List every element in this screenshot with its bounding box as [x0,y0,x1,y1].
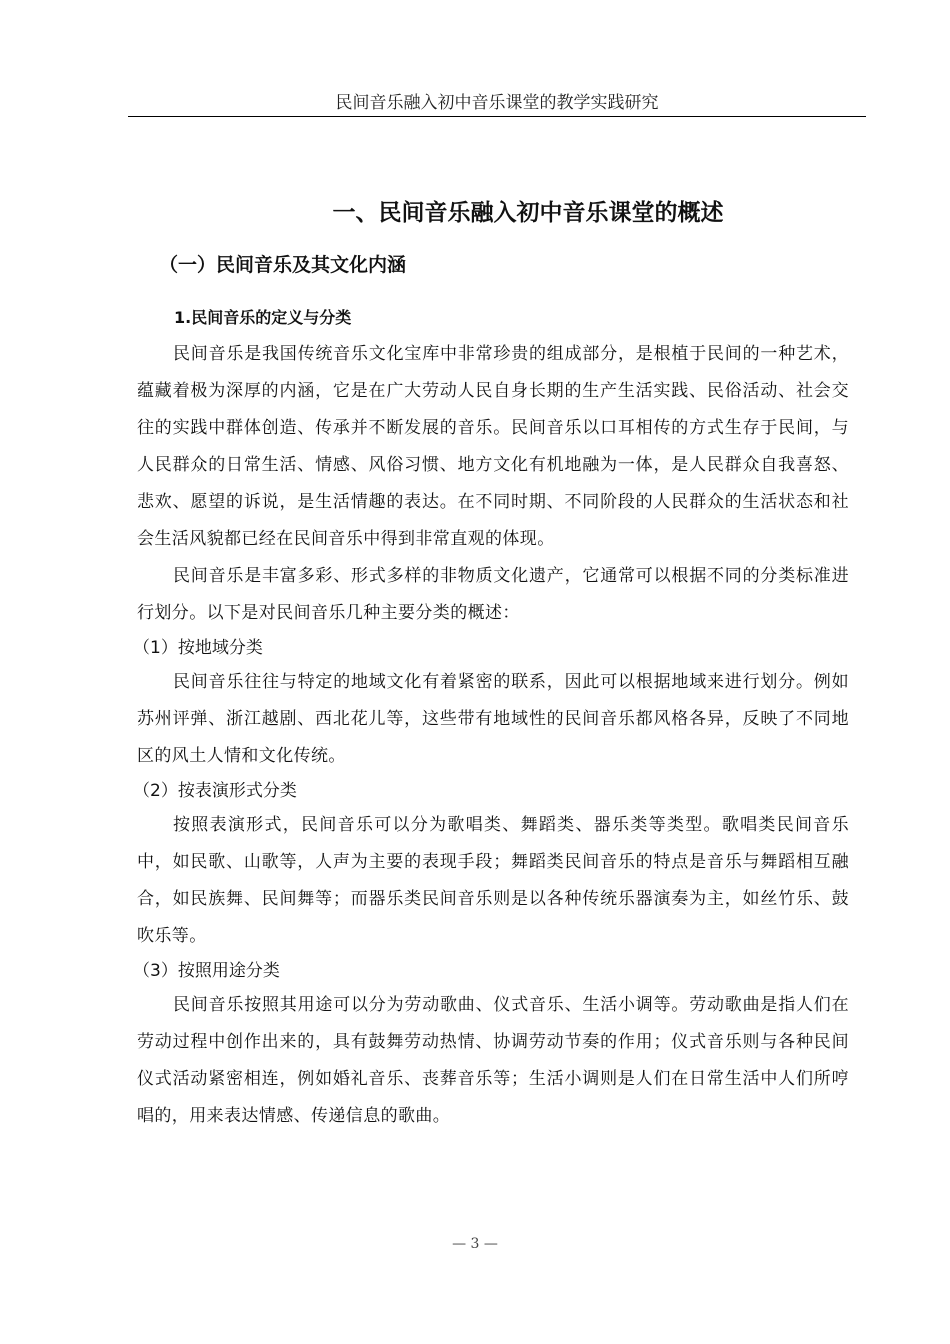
paragraph-classification-intro: 民间音乐是丰富多彩、形式多样的非物质文化遗产，它通常可以根据不同的分类标准进行划分。以下是对民间音乐几种主要分类的概述： [137,566,849,623]
page-number: — 3 — [452,1236,498,1252]
paragraph-definition: 民间音乐是我国传统音乐文化宝库中非常珍贵的组成部分，是根植于民间的一种艺术，蕴藏着极为深厚的内涵，它是在广大劳动人民自身长期的生产生活实践、民俗活动、社会交往的实践中群体创造、传承并不断发展的音乐。民间音乐以口耳相传的方式生存于民间，与人民群众的日常生活、情感、风俗习惯、地方文化有机地融为一体，是人民群众自我喜怒、悲欢、愿望的诉说，是生活情趣的表达。在不同时期、不同阶段的人民群众的生活状态和社会生活风貌都已经在民间音乐中得到非常直观的体现。 [137,344,849,549]
category-heading-usage: （3）按照用途分类 [133,961,280,981]
paragraph-performance: 按照表演形式，民间音乐可以分为歌唱类、舞蹈类、器乐类等类型。歌唱类民间音乐中，如民歌、山歌等，人声为主要的表现手段；舞蹈类民间音乐的特点是音乐与舞蹈相互融合，如民族舞、民间舞等；而器乐类民间音乐则是以各种传统乐器演奏为主，如丝竹乐、鼓吹乐等。 [137,815,849,946]
section-title: （一）民间音乐及其文化内涵 [159,254,407,276]
chapter-title: 一、民间音乐融入初中音乐课堂的概述 [332,200,724,226]
running-header [128,90,866,117]
category-heading-performance: （2）按表演形式分类 [133,781,297,801]
running-header-title: 民间音乐融入初中音乐课堂的教学实践研究 [335,93,659,113]
category-heading-region: （1）按地域分类 [133,638,263,658]
subsection-title: 1.民间音乐的定义与分类 [174,308,352,327]
paragraph-usage: 民间音乐按照其用途可以分为劳动歌曲、仪式音乐、生活小调等。劳动歌曲是指人们在劳动过程中创作出来的，具有鼓舞劳动热情、协调劳动节奏的作用；仪式音乐则与各种民间仪式活动紧密相连，例如婚礼音乐、丧葬音乐等；生活小调则是人们在日常生活中人们所哼唱的，用来表达情感、传递信息的歌曲。 [137,995,849,1126]
paragraph-region: 民间音乐往往与特定的地域文化有着紧密的联系，因此可以根据地域来进行划分。例如苏州评弹、浙江越剧、西北花儿等，这些带有地域性的民间音乐都风格各异，反映了不同地区的风土人情和文化传统。 [137,672,849,766]
body-text-block [133,336,849,1135]
